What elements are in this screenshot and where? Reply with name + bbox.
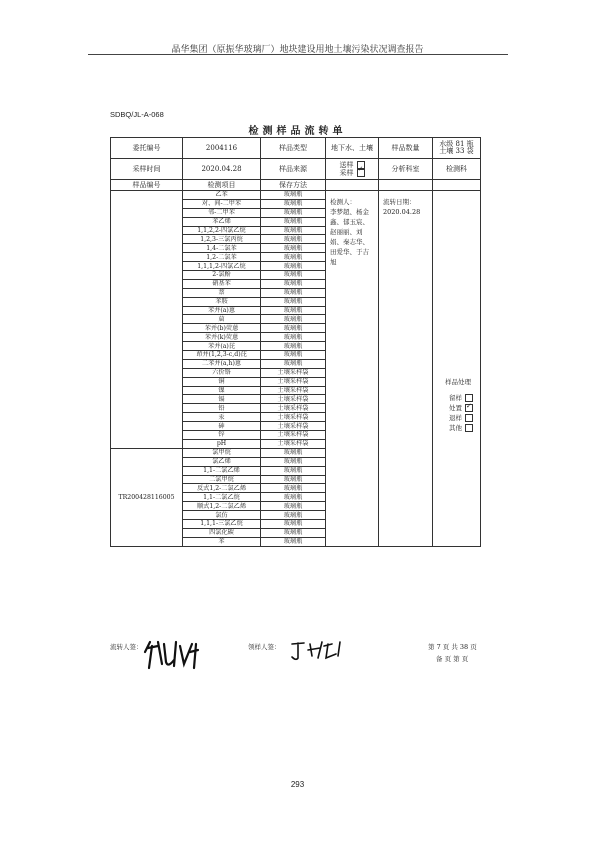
test-item-name: 1,1-二氯乙烯: [183, 466, 261, 475]
sample-processing-cell: [433, 191, 481, 547]
preservation-method: 玻璃瓶: [261, 511, 326, 520]
preservation-method: 玻璃瓶: [261, 493, 326, 502]
tester-cell: [326, 191, 379, 547]
processing-option[interactable]: 其他: [449, 423, 480, 433]
preservation-method: 玻璃瓶: [261, 519, 326, 528]
preservation-method: 玻璃瓶: [261, 333, 326, 342]
preservation-method: 玻璃瓶: [261, 271, 326, 280]
preservation-method: 土壤采样袋: [261, 422, 326, 431]
report-header: 晶华集团（原振华玻璃厂）地块建设用地土壤污染状况调查报告: [171, 45, 424, 55]
sample-qty-label: 样品数量: [379, 138, 433, 159]
test-item-name: 镉: [183, 395, 261, 404]
test-item-name: 二氯甲烷: [183, 475, 261, 484]
checkbox-collect[interactable]: [357, 169, 365, 177]
col-test-item: 检测项目: [183, 180, 261, 191]
preservation-method: 玻璃瓶: [261, 466, 326, 475]
entrust-no-value: 2004116: [183, 138, 261, 159]
sampling-time-label: 采样时间: [111, 159, 183, 180]
row-sampling: [111, 159, 481, 180]
sample-transfer-table: [110, 137, 481, 547]
col-blank-2: [379, 180, 433, 191]
sample-id-cell: TR200428116005: [111, 448, 183, 546]
test-item-name: pH: [183, 439, 261, 448]
test-item-name: 䓛: [183, 315, 261, 324]
transfer-date-label: 流转日期：: [383, 198, 416, 206]
processing-checkbox[interactable]: [465, 404, 473, 412]
test-item-name: 氯仿: [183, 511, 261, 520]
preservation-method: 土壤采样袋: [261, 377, 326, 386]
test-item-name: 四氯化碳: [183, 528, 261, 537]
sender-signature: [140, 634, 220, 674]
qty-water: 水级 81 瓶: [439, 140, 474, 148]
test-item-name: 1,1,1,2-四氯乙烷: [183, 262, 261, 271]
page-of-total: 第 7 页 共 38 页: [428, 643, 477, 651]
test-item-name: 砷: [183, 422, 261, 431]
sample-id-cell-blank: [111, 191, 183, 449]
preservation-method: 土壤采样袋: [261, 413, 326, 422]
preservation-method: 土壤采样袋: [261, 395, 326, 404]
test-item-name: 1,1,1-三氯乙烷: [183, 519, 261, 528]
row-entrust: [111, 138, 481, 159]
preservation-method: 玻璃瓶: [261, 244, 326, 253]
test-item-name: 1,1-二氯乙烷: [183, 493, 261, 502]
sample-type-label: 样品类型: [261, 138, 326, 159]
preservation-method: 玻璃瓶: [261, 208, 326, 217]
test-item-name: 1,4-二氯苯: [183, 244, 261, 253]
tester-names: 李梦超、杨金鑫、郁玉宸、赵丽丽、刘娟、秦志华、田爱华、于吉旭: [330, 208, 369, 266]
preservation-method: 玻璃瓶: [261, 351, 326, 360]
test-item-name: 乙苯: [183, 191, 261, 200]
test-item-name: 二苯并(a,h)蒽: [183, 359, 261, 368]
col-preservation: 保存方法: [261, 180, 326, 191]
test-item-name: 反式1,2-二氯乙烯: [183, 484, 261, 493]
processing-checkbox[interactable]: [465, 414, 473, 422]
preservation-method: 玻璃瓶: [261, 457, 326, 466]
test-item-name: 硝基苯: [183, 279, 261, 288]
receiver-signature: [288, 638, 358, 662]
test-item-name: 2-氯酚: [183, 271, 261, 280]
preservation-method: 玻璃瓶: [261, 306, 326, 315]
preservation-method: 玻璃瓶: [261, 199, 326, 208]
processing-option[interactable]: 退样: [449, 413, 480, 423]
test-item-name: 汞: [183, 413, 261, 422]
processing-option[interactable]: 留样: [449, 393, 480, 403]
analysis-dept-label: 分析科室: [379, 159, 433, 180]
sample-source-label: 样品来源: [261, 159, 326, 180]
preservation-method: 玻璃瓶: [261, 528, 326, 537]
preservation-method: 土壤采样袋: [261, 439, 326, 448]
test-item-name: 苯乙烯: [183, 217, 261, 226]
form-code: SDBQ/JL-A-068: [110, 110, 164, 119]
test-item-name: 六价铬: [183, 368, 261, 377]
analysis-dept-value: 检测科: [433, 159, 481, 180]
form-title: 检测样品流转单: [248, 126, 347, 137]
preservation-method: 玻璃瓶: [261, 288, 326, 297]
test-item-name: 苯并(a)蒽: [183, 306, 261, 315]
preservation-method: 玻璃瓶: [261, 217, 326, 226]
test-item-name: 苯并(k)荧蒽: [183, 333, 261, 342]
preservation-method: 玻璃瓶: [261, 297, 326, 306]
test-item-name: 铅: [183, 404, 261, 413]
preservation-method: 土壤采样袋: [261, 404, 326, 413]
preservation-method: 玻璃瓶: [261, 191, 326, 200]
test-item-name: 锌: [183, 431, 261, 440]
source-option-send[interactable]: 送样: [326, 161, 378, 169]
test-item-name: 对、间-二甲苯: [183, 199, 261, 208]
header-rule: [88, 54, 508, 55]
preservation-method: 土壤采样袋: [261, 386, 326, 395]
transfer-date-cell: [379, 191, 433, 547]
source-option-collect[interactable]: 采样✓: [326, 169, 378, 177]
test-item-name: 邻-二甲苯: [183, 208, 261, 217]
preservation-method: 玻璃瓶: [261, 262, 326, 271]
row-column-heads: [111, 180, 481, 191]
preservation-method: 玻璃瓶: [261, 484, 326, 493]
processing-checkbox[interactable]: [465, 424, 473, 432]
preservation-method: 玻璃瓶: [261, 235, 326, 244]
preservation-method: 土壤采样袋: [261, 368, 326, 377]
preservation-method: 玻璃瓶: [261, 324, 326, 333]
preservation-method: 玻璃瓶: [261, 279, 326, 288]
preservation-method: 玻璃瓶: [261, 537, 326, 546]
col-blank-1: [326, 180, 379, 191]
test-item-name: 苯并(b)荧蒽: [183, 324, 261, 333]
transfer-date-value: 2020.04.28: [383, 208, 421, 216]
col-blank-3: [433, 180, 481, 191]
preservation-method: 玻璃瓶: [261, 315, 326, 324]
sample-type-value: 地下水、土壤: [326, 138, 379, 159]
processing-title: 样品处理: [445, 378, 471, 386]
test-item-name: 氯乙烯: [183, 457, 261, 466]
test-item-row: [111, 191, 481, 200]
preservation-method: 玻璃瓶: [261, 359, 326, 368]
test-item-name: 氯甲烷: [183, 448, 261, 457]
entrust-no-label: 委托编号: [111, 138, 183, 159]
test-item-name: 苯并(a)芘: [183, 342, 261, 351]
sample-qty-value: [433, 138, 481, 159]
test-item-name: 镍: [183, 386, 261, 395]
sample-source-options: [326, 159, 379, 180]
receiver-label: 领样人签：: [248, 643, 281, 651]
col-sample-id: 样品编号: [111, 180, 183, 191]
preservation-method: 土壤采样袋: [261, 431, 326, 440]
test-item-name: 1,1,2,2-四氯乙烷: [183, 226, 261, 235]
test-item-name: 萘: [183, 288, 261, 297]
test-item-name: 1,2,3-三氯丙烷: [183, 235, 261, 244]
test-item-name: 顺式1,2-二氯乙烯: [183, 502, 261, 511]
processing-option[interactable]: 处置✓: [449, 403, 480, 413]
sampling-time-value: 2020.04.28: [183, 159, 261, 180]
test-item-name: 茚并(1,2,3-c,d)芘: [183, 351, 261, 360]
test-item-name: 1,2-二氯苯: [183, 253, 261, 262]
preservation-method: 玻璃瓶: [261, 342, 326, 351]
test-item-name: 苯胺: [183, 297, 261, 306]
test-item-name: 苯: [183, 537, 261, 546]
preservation-method: 玻璃瓶: [261, 226, 326, 235]
tester-label: 检测人：: [330, 198, 356, 206]
preservation-method: 玻璃瓶: [261, 502, 326, 511]
page-number: 293: [290, 780, 305, 789]
qty-soil: 土壤 33 袋: [439, 147, 474, 155]
test-item-name: 铜: [183, 377, 261, 386]
preservation-method: 玻璃瓶: [261, 475, 326, 484]
preservation-method: 玻璃瓶: [261, 253, 326, 262]
sender-label: 流转人签：: [110, 643, 143, 651]
page-annex: 备 页 第 页: [436, 655, 469, 663]
preservation-method: 玻璃瓶: [261, 448, 326, 457]
